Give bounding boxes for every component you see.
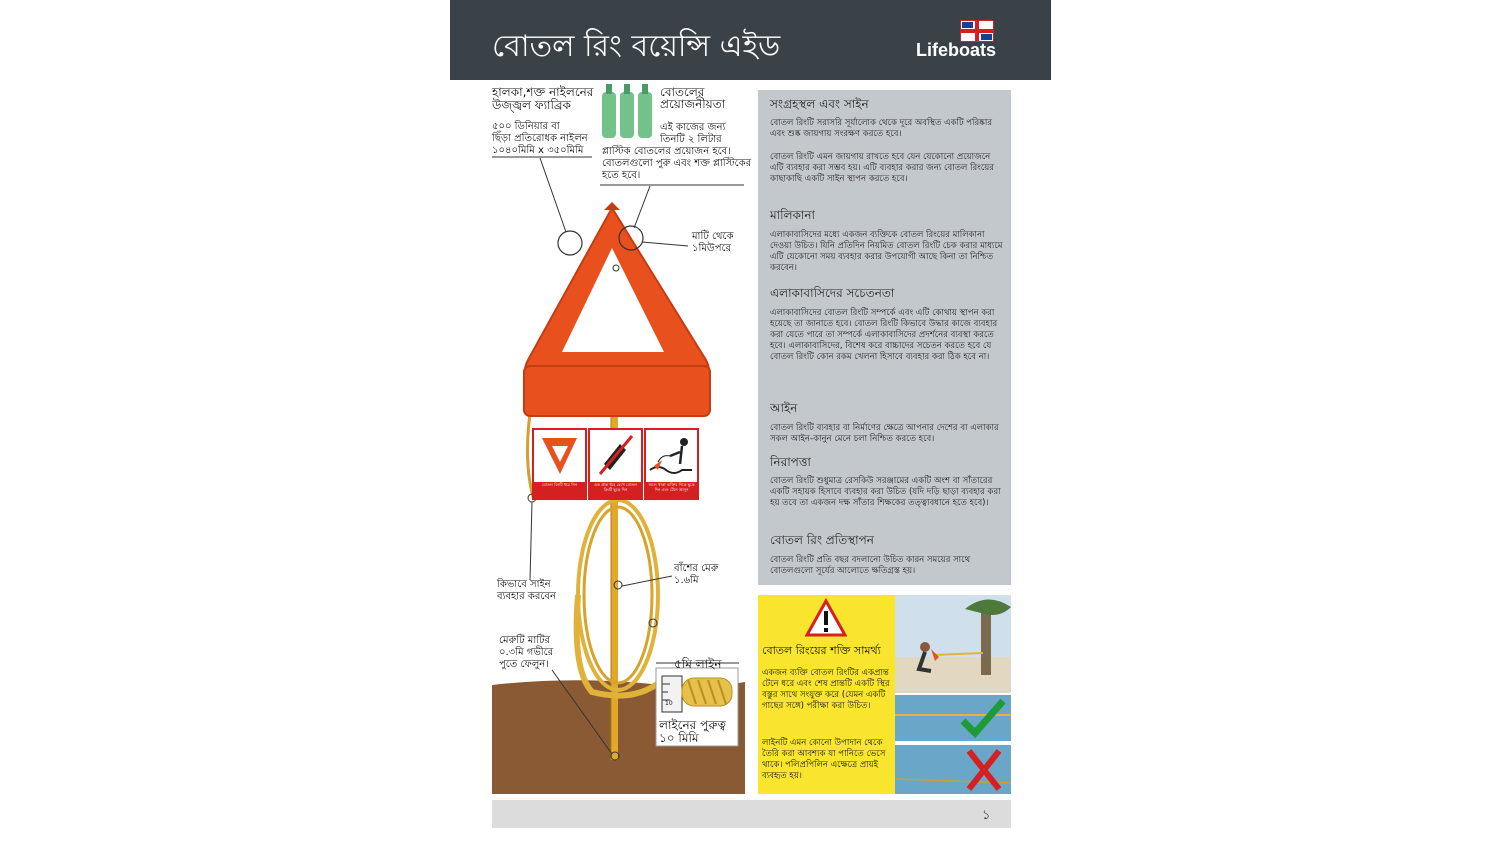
pole-label-1: বাঁশের মেরু <box>674 563 719 574</box>
ruler-mark: 10 <box>665 700 673 707</box>
strength-text-1: একজন ব্যক্তি বোতল রিংটির একপ্রান্ত টেনে ধরে এবং শেষ প্রান্তটি একটি স্থির বস্তুর সাথে সংযুক্ত করে (যেমন একটি গাছের সঙ্গে) পরীক্ষা করা উচিত। <box>762 668 890 711</box>
pull-test-photo <box>895 595 1011 693</box>
sign-label-2: ব্যবহার করবেন <box>497 591 556 602</box>
bury-label-2: ০.৩মি গভীরে <box>499 647 554 658</box>
ring-icon <box>534 430 585 480</box>
sign-caption-1: বোতল রিংটি ধরে নিন <box>534 482 585 498</box>
law-heading: আইন <box>770 401 798 415</box>
safety-heading: নিরাপত্তা <box>770 455 811 469</box>
thickness-label-1: লাইনের পুরুত্ব <box>659 718 726 732</box>
ownership-heading: মালিকানা <box>770 208 816 222</box>
logo-text: Lifeboats <box>916 40 997 60</box>
fabric-detail-2: ছিঁড়া প্রতিরোধক নাইলন <box>492 133 588 144</box>
awareness-text: এলাকাবাসিদের বোতল রিংটি সম্পর্কে এবং এটি কোথায় স্থাপন করা হয়েছে তা জানাতে হবে। বোতল রিংটি কিভাবে উদ্ধার কাজে ব্যবহার করা যেতে পারে তা সম্পর্কে এলাকাবাসিদের প্রদর্শনের ব্যবস্থা করতে হবে। এলাকাবাসিদের, বিশেষ করে বাচ্চাদের সচেতন করতে হবে যে বোতল রিংটি কোন রকম খেলনা হিসাবে ব্যবহার করা ঠিক হবে না। <box>770 308 998 362</box>
page-footer <box>492 800 1011 828</box>
line-label: ৫মি লাইন <box>674 657 722 671</box>
bottle-detail-5: হতে হবে। <box>602 170 641 181</box>
storage-text-1: বোতল রিংটি সরাসরি সূর্যালোক থেকে দূরে অবস্থিত একটি পরিষ্কার এবং শুষ্ক জায়গায় সংরক্ষণ করতে হবে। <box>770 118 992 139</box>
height-label-2: ১মিউপরে <box>692 243 731 254</box>
sign-caption-3: জলে থাকা ব্যক্তির দিকে ছুড়ে দিন এবং টেনে আনুন <box>646 482 697 498</box>
fabric-detail-3: ১০৪০মিমি x ৩৫০মিমি <box>492 145 584 156</box>
bottle-detail-1: এই কাজের জন্য <box>660 122 726 133</box>
bury-label-3: পুতে ফেলুন। <box>499 659 549 670</box>
sinking-line-photo <box>895 745 1011 794</box>
bottles-icon <box>602 84 652 138</box>
storage-heading: সংগ্রহস্থল এবং সাইন <box>770 97 869 111</box>
replacement-text: বোতল রিংটি প্রতি বছর বদলানো উচিত কারন সময়ের সাথে বোতলগুলো সূর্যের আলোতে ক্ষতিগ্রস্ত হয়। <box>770 555 971 576</box>
storage-text-2: বোতল রিংটি এমন জায়গায় রাখতে হবে যেন যেকোনো প্রয়োজনে এটি ব্যবহার করা সম্ভব হয়। এটি ব্যবহার করার জন্য বোতল রিংয়ের কাছাকাছি একটি সাইন স্থাপন করতে হবে। <box>770 152 994 184</box>
bottle-heading-2: প্রয়োজনীয়তা <box>660 97 726 111</box>
fabric-detail-1: ৫০০ ডিনিয়ার বা <box>492 121 560 132</box>
fabric-heading: হালকা,শক্ত নাইলনের উজ্জ্বল ফ্যাব্রিক <box>492 85 594 112</box>
floating-line-photo <box>895 695 1011 741</box>
awareness-heading: এলাকাবাসিদের সচেতনতা <box>770 286 895 300</box>
warning-icon <box>805 598 847 638</box>
rescue-throw-icon <box>646 430 697 480</box>
sign-caption-2: এক প্রান্ত ধরে রেখে বোতল রিংটি ছুড়ে দিন <box>590 482 641 498</box>
pole-label-2: ১.৬মি <box>674 575 699 586</box>
bottle-detail-2: তিনটি ২ লিটার <box>660 134 722 145</box>
page-number: ১ <box>982 808 991 823</box>
no-throw-icon <box>590 430 641 480</box>
replacement-heading: বোতল রিং প্রতিস্থাপন <box>770 533 874 547</box>
height-label-1: মাটি থেকে <box>692 231 734 242</box>
strength-text-2: লাইনটি এমন কোনো উপাদান থেকে তৈরি করা আবশ্যক যা পানিতে ভেসে থাকে। পলিপ্রপিলিন এক্ষেত্রে প্রায়ই ব্যবহৃত হয়। <box>762 738 886 781</box>
ownership-text: এলাকাবাসিদের মধ্যে একজন ব্যক্তিকে বোতল রিংয়ের মালিকানা দেওয়া উচিত। যিনি প্রতিদিন নিয়মিত বোতল রিংটি চেক করার মাধ্যমে এটি যেকোনো সময় ব্যবহার করার উপযোগী আছে কিনা তা নিশ্চিত করবেন। <box>770 230 1003 273</box>
sign-panel-1 <box>532 428 587 500</box>
sign-panel-3 <box>644 428 699 500</box>
sign-label-1: কিভাবে সাইন <box>497 579 551 590</box>
bottle-detail-4: বোতলগুলো পুরু এবং শক্ত প্লাস্টিকের <box>602 158 752 169</box>
bottle-heading-1: বোতলের <box>660 85 705 99</box>
law-text: বোতল রিংটি ব্যবহার বা নির্মাণের ক্ষেত্রে আপনার দেশের বা এলাকার সকল আইন-কানুন মেনে চলা নিশ্চিত করতে হবে। <box>770 423 999 444</box>
safety-text: বোতল রিংটি শুধুমাত্র রেসকিউ সরঞ্জামের একটি অংশ বা সাঁতারের একটি সহায়ক হিসাবে ব্যবহার করা উচিত (যদি দড়ি ছাড়া ব্যবহার করা হয় তবে তা একজন দক্ষ সাঁতার শিক্ষকের তত্ত্বাবধানে হতে হবে)। <box>770 476 1001 508</box>
thickness-label-2: ১০ মিমি <box>659 731 699 745</box>
bury-label-1: মেরুটি মাটির <box>499 635 551 646</box>
strength-heading: বোতল রিংয়ের শক্তি সামর্থ্য <box>762 644 881 657</box>
sign-panel-2 <box>588 428 643 500</box>
page-title: বোতল রিং বয়েন্সি এইড <box>492 29 781 64</box>
rnli-flag-icon <box>960 20 994 42</box>
bottle-detail-3: প্লাস্টিক বোতলের প্রয়োজন হবে। <box>602 146 731 157</box>
